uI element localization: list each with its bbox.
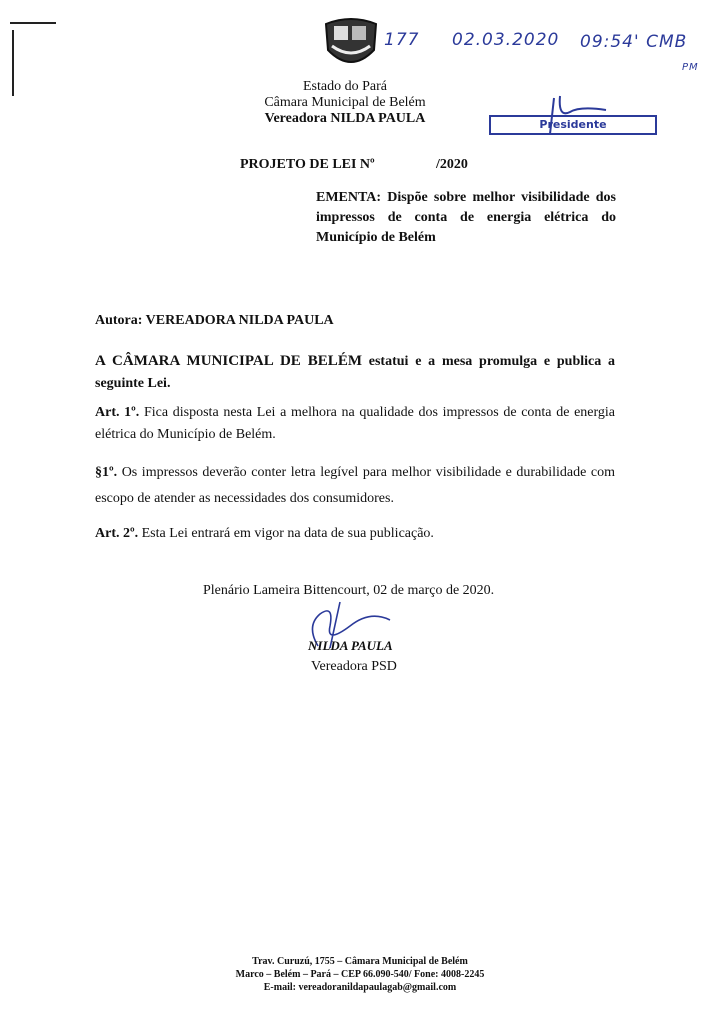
footer-cep-phone: Marco – Belém – Pará – CEP 66.090-540/ Fone: 4008-2245 (235, 969, 485, 980)
protocol-number: 177 (384, 30, 420, 50)
paragraph-1 (95, 460, 615, 512)
ementa-label: EMENTA: (316, 190, 382, 205)
author-line: Autora: VEREADORA NILDA PAULA (95, 313, 334, 328)
president-stamp (489, 115, 657, 135)
chamber-name: Câmara Municipal de Belém (264, 95, 426, 110)
bill-title: PROJETO DE LEI Nº (240, 157, 375, 172)
art2-text: Esta Lei entrará em vigor na data de sua publicação. (141, 526, 434, 541)
footer-address: Trav. Curuzú, 1755 – Câmara Municipal de Belém (252, 956, 468, 967)
state-name: Estado do Pará (303, 79, 387, 94)
bill-year: /2020 (436, 157, 468, 172)
art2-label: Art. 2º. (95, 526, 139, 541)
signer-name: NILDA PAULA (308, 638, 393, 653)
corner-mark-v (12, 30, 14, 96)
councilor-name: Vereadora NILDA PAULA (264, 111, 426, 126)
coat-of-arms-icon (322, 16, 380, 70)
signer-role: Vereadora PSD (311, 659, 397, 674)
art1-text: Fica disposta nesta Lei a melhora na qualidade dos impressos de conta de energia elétrica do Município de Belém. (95, 405, 616, 442)
footer (160, 955, 560, 994)
president-label: Presidente (539, 118, 607, 131)
corner-mark-h (10, 22, 56, 24)
footer-email: E-mail: vereadoranildapaulagab@gmail.com (263, 982, 457, 993)
preamble (95, 350, 615, 395)
article-1 (95, 402, 615, 446)
article-2 (95, 525, 615, 543)
art1-label: Art. 1º. (95, 405, 140, 420)
preamble-bold: A CÂMARA MUNICIPAL DE BELÉM (95, 353, 362, 369)
protocol-initials: PM (682, 62, 699, 73)
par1-label: §1º. (95, 465, 118, 480)
protocol-date: 02.03.2020 (452, 30, 560, 50)
place-date: Plenário Lameira Bittencourt, 02 de março de 2020. (203, 583, 495, 598)
ementa (316, 188, 616, 248)
letterhead (245, 78, 445, 128)
preamble-rest: estatui e a mesa promulga e publica a seguinte Lei. (95, 354, 616, 391)
protocol-time: 09:54' CMB (580, 32, 688, 52)
par1-text: Os impressos deverão conter letra legível para melhor visibilidade e durabilidade com escopo de atender as necessidades dos consumidores. (95, 465, 615, 506)
ementa-text: Dispõe sobre melhor visibilidade dos impressos de conta de energia elétrica do Município de Belém (316, 190, 616, 245)
